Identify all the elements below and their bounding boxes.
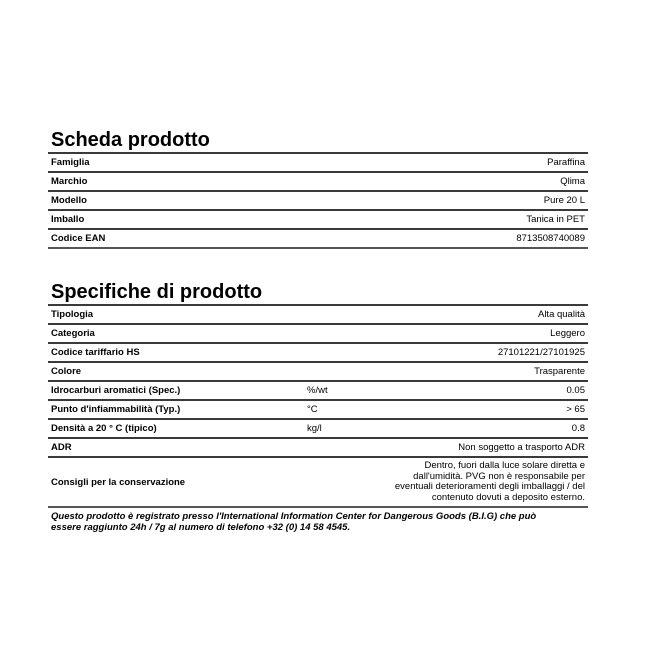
row-unit [304,438,380,457]
product-sheet-section [48,129,588,249]
table-row-conservazione [48,457,588,507]
row-label: Punto d'infiammabilità (Typ.) [51,404,181,415]
row-label: ADR [51,442,72,453]
row-value: Pure 20 L [543,195,585,206]
notice-line: Questo prodotto è registrato presso l'International Information Center for Dangerous Goods (B.I.G) che può [51,511,537,522]
row-unit [304,457,380,507]
table-row-idrocarburi [48,381,588,400]
row-value: Trasparente [534,366,585,377]
table-row-imballo [48,210,588,229]
table-row-densita [48,419,588,438]
table-row-modello [48,191,588,210]
row-unit: kg/l [307,423,322,434]
table-row-adr [48,438,588,457]
row-value: Qlima [560,176,585,187]
product-specs-section [48,281,588,533]
product-specs-table [48,304,588,508]
row-value: Tanica in PET [526,214,585,225]
table-row-colore [48,362,588,381]
row-label: Densità a 20 ° C (tipico) [51,423,157,434]
row-value-multiline [380,457,588,507]
row-label: Codice EAN [51,233,106,244]
section-title-scheda-prodotto: Scheda prodotto [51,129,210,151]
notice-line: essere raggiunto 24h / 7g al numero di telefono +32 (0) 14 58 4545. [51,522,351,533]
value-line: dall'umidità. PVG non è responsabile per [413,470,585,482]
row-label: Consigli per la conservazione [51,476,186,488]
row-label: Famiglia [51,157,90,168]
table-row-codice-tariffario [48,343,588,362]
row-value: 0.05 [566,385,585,396]
table-row-punto-infiammabilita [48,400,588,419]
row-label: Tipologia [51,309,94,320]
row-unit [304,305,380,324]
row-value: 27101221/27101925 [497,347,585,358]
row-unit [304,343,380,362]
row-unit [304,324,380,343]
row-label: Codice tariffario HS [51,347,140,358]
big-registration-notice [48,508,588,533]
product-sheet-table [48,152,588,249]
row-label: Colore [51,366,82,377]
value-line: eventuali deterioramenti degli imballaggi / del [394,481,585,492]
row-value: 0.8 [571,423,585,434]
table-row-codice-ean [48,229,588,248]
table-row-marchio [48,172,588,191]
row-value: Non soggetto a trasporto ADR [458,442,585,453]
row-label: Categoria [51,328,95,339]
value-line: Dentro, fuori dalla luce solare diretta e [424,460,585,471]
table-row-tipologia [48,305,588,324]
row-label: Idrocarburi aromatici (Spec.) [51,385,181,396]
row-value: Paraffina [547,157,585,168]
row-value: Leggero [550,328,585,339]
row-value: Alta qualità [537,309,585,320]
table-row-categoria [48,324,588,343]
row-value: > 65 [566,404,585,415]
row-unit: %/wt [307,385,328,396]
table-row-famiglia [48,153,588,172]
value-line: contenuto dovuti a deposito esterno. [431,491,585,503]
row-unit [304,362,380,381]
row-value: 8713508740089 [516,233,585,244]
section-title-specifiche: Specifiche di prodotto [51,281,263,303]
row-label: Marchio [51,176,88,187]
row-label: Imballo [51,214,85,225]
row-unit: °C [307,404,318,415]
row-label: Modello [51,195,87,206]
